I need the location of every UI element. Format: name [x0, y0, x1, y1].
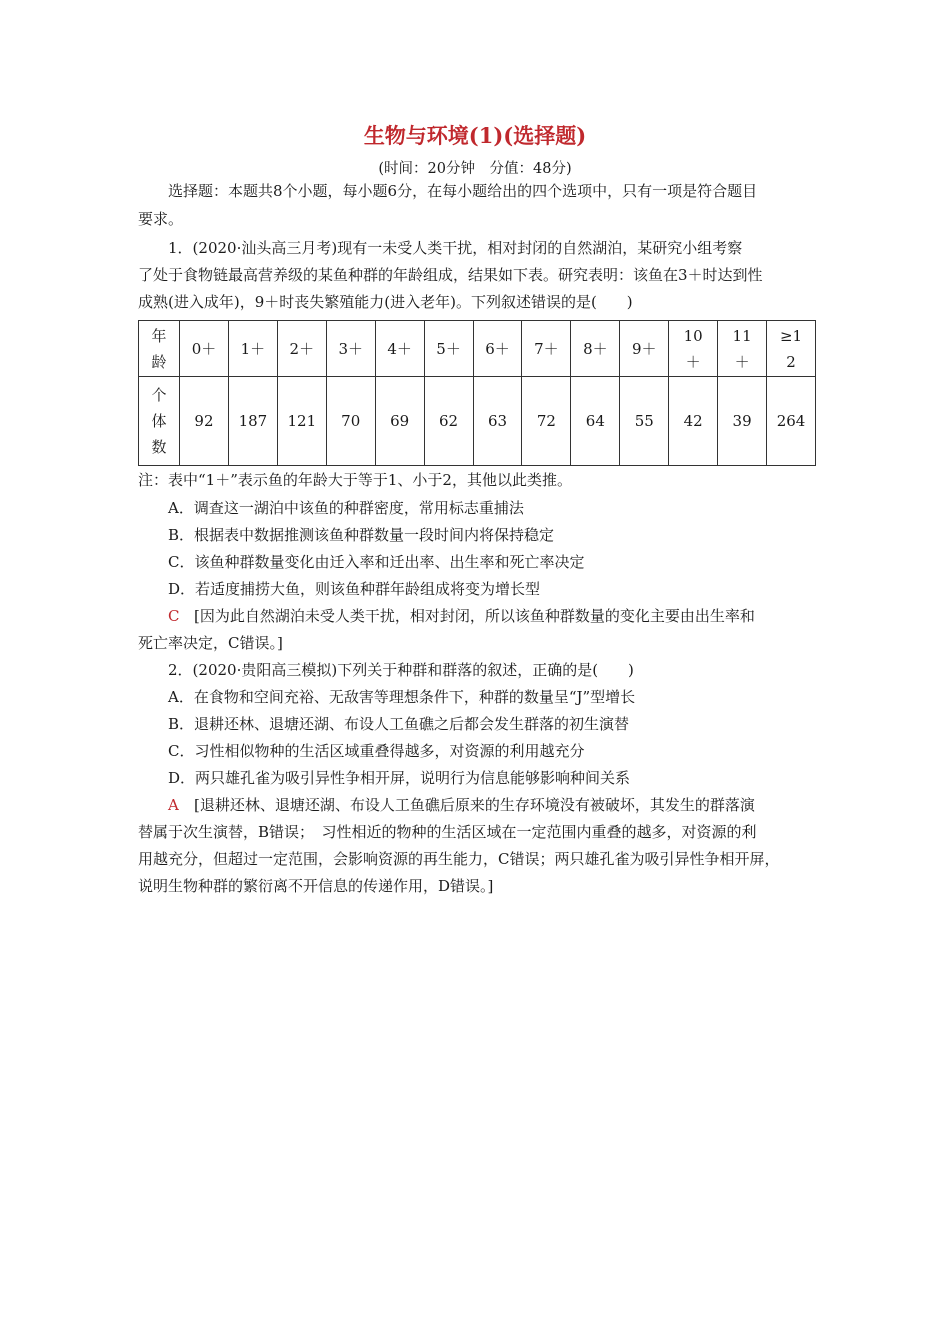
- q1-option-d: D．若适度捕捞大鱼，则该鱼种群年龄组成将变为增长型: [168, 580, 541, 598]
- age-cell: 3＋: [326, 321, 375, 377]
- count-cell: 62: [424, 377, 473, 466]
- explain-text: [退耕还林、退塘还湖、布设人工鱼礁后原来的生存环境没有被破坏，其发生的群落演: [194, 796, 755, 814]
- table-header-cell: [139, 377, 180, 466]
- age-text: ≥1: [779, 326, 803, 345]
- count-cell: 264: [767, 377, 816, 466]
- count-cell: 69: [375, 377, 424, 466]
- age-text: ＋: [685, 352, 701, 371]
- age-cell: 4＋: [375, 321, 424, 377]
- age-cell: 7＋: [522, 321, 571, 377]
- count-cell: 70: [326, 377, 375, 466]
- q1-explanation: [168, 606, 818, 626]
- q2-answer: A: [168, 796, 179, 814]
- count-cell: 92: [180, 377, 229, 466]
- q2-option-d: D．两只雄孔雀为吸引异性争相开屏，说明行为信息能够影响种间关系: [168, 769, 631, 787]
- age-cell: [718, 321, 767, 377]
- age-structure-table: [138, 320, 816, 466]
- count-cell: 64: [571, 377, 620, 466]
- age-text: ＋: [734, 352, 750, 371]
- table-header-text: 数: [151, 438, 167, 456]
- age-cell: 8＋: [571, 321, 620, 377]
- count-cell: 63: [473, 377, 522, 466]
- q2-option-b: B．退耕还林、退塘还湖、布设人工鱼礁之后都会发生群落的初生演替: [168, 715, 630, 733]
- q2-explanation-line: 用越充分，但超过一定范围，会影响资源的再生能力，C错误；两只雄孔雀为吸引异性争相开屏，: [138, 850, 780, 868]
- explain-text: [因为此自然湖泊未受人类干扰，相对封闭，所以该鱼种群数量的变化主要由出生率和: [194, 607, 755, 625]
- q1-option-b: B．根据表中数据推测该鱼种群数量一段时间内将保持稳定: [168, 526, 555, 544]
- time-score-info: (时间：20分钟 分值：48分): [378, 161, 572, 177]
- age-cell: 9＋: [620, 321, 669, 377]
- q1-stem-line: 了处于食物链最高营养级的某鱼种群的年龄组成，结果如下表。研究表明：该鱼在3＋时达到性: [138, 266, 763, 284]
- intro-line: 选择题：本题共8个小题，每小题6分，在每小题给出的四个选项中，只有一项是符合题目: [168, 182, 758, 200]
- age-text: 2: [786, 352, 796, 371]
- age-text: 10: [683, 326, 703, 345]
- q2-explanation-line: 说明生物种群的繁衍离不开信息的传递作用，D错误。]: [138, 877, 494, 895]
- count-cell: 42: [669, 377, 718, 466]
- age-cell: [767, 321, 816, 377]
- count-cell: 187: [228, 377, 277, 466]
- table-header-text: 年: [151, 326, 167, 345]
- table-row: [139, 377, 816, 466]
- age-cell: 2＋: [277, 321, 326, 377]
- table-row: [139, 321, 816, 377]
- q2-explanation: [168, 795, 818, 815]
- age-cell: 0＋: [180, 321, 229, 377]
- count-cell: 72: [522, 377, 571, 466]
- table-header-text: 个: [151, 386, 167, 404]
- q2-stem: 2．(2020·贵阳高三模拟)下列关于种群和群落的叙述，正确的是( ): [168, 661, 634, 679]
- age-cell: 6＋: [473, 321, 522, 377]
- page-title: 生物与环境(1)(选择题): [363, 123, 587, 148]
- q2-option-a: A．在食物和空间充裕、无敌害等理想条件下，种群的数量呈“J”型增长: [168, 688, 636, 706]
- table-note: 注：表中“1＋”表示鱼的年龄大于等于1、小于2，其他以此类推。: [138, 471, 572, 489]
- table-header-cell: [139, 321, 180, 377]
- count-cell: 39: [718, 377, 767, 466]
- age-cell: 1＋: [228, 321, 277, 377]
- q1-option-a: A．调查这一湖泊中该鱼的种群密度，常用标志重捕法: [168, 499, 524, 517]
- age-cell: [669, 321, 718, 377]
- q1-stem-line: 成熟(进入成年)，9＋时丧失繁殖能力(进入老年)。下列叙述错误的是( ): [138, 293, 633, 311]
- table-header-text: 体: [151, 412, 167, 430]
- q2-option-c: C．习性相似物种的生活区域重叠得越多，对资源的利用越充分: [168, 742, 585, 760]
- count-cell: 55: [620, 377, 669, 466]
- count-cell: 121: [277, 377, 326, 466]
- q2-explanation-line: 替属于次生演替，B错误； 习性相近的物种的生活区域在一定范围内重叠的越多，对资源的利: [138, 823, 757, 841]
- intro-line: 要求。: [138, 210, 184, 228]
- age-text: 11: [732, 326, 752, 345]
- table-header-text: 龄: [151, 352, 167, 371]
- age-cell: 5＋: [424, 321, 473, 377]
- q1-stem-line: 1．(2020·汕头高三月考)现有一未受人类干扰，相对封闭的自然湖泊，某研究小组考察: [168, 239, 743, 257]
- q1-explanation-line: 死亡率决定，C错误。]: [138, 634, 283, 652]
- q1-option-c: C．该鱼种群数量变化由迁入率和迁出率、出生率和死亡率决定: [168, 553, 585, 571]
- q1-answer: C: [168, 607, 180, 625]
